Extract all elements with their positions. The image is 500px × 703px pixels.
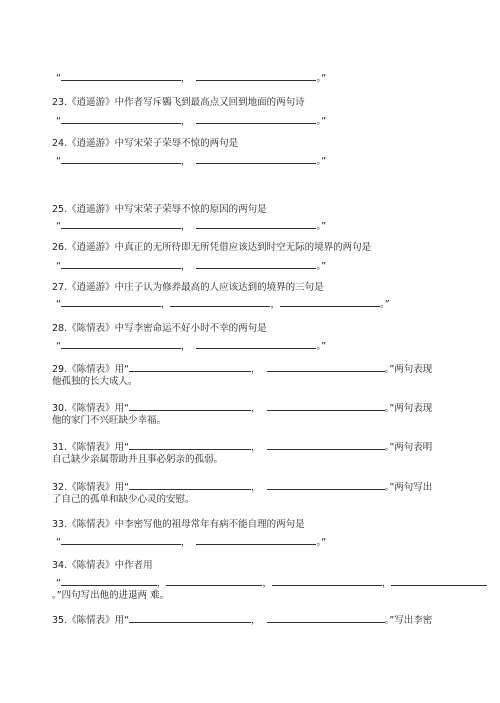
question-30-line2: 他的家门不兴旺缺少幸福。 <box>52 415 167 426</box>
blank-field[interactable] <box>391 576 487 586</box>
blank-field[interactable] <box>129 480 251 490</box>
question-32-line2: 了自己的孤单和缺少心灵的安慰。 <box>52 494 195 505</box>
blank-field[interactable] <box>61 71 181 81</box>
question-31-line2: 自己缺少亲属帮助并且事必躬亲的孤弱。 <box>52 454 224 465</box>
blank-field[interactable] <box>61 576 157 586</box>
question-29: 29.《陈情表》用“ ， 。”两句表现 <box>52 364 433 375</box>
answer-line-24: “ ， 。” <box>56 156 327 167</box>
question-33: 33.《陈情表》中李密写他的祖母常年有病不能自理的两句是 <box>52 519 305 530</box>
question-30: 30.《陈情表》用“ ， 。”两句表现 <box>52 403 433 414</box>
blank-field[interactable] <box>267 362 385 372</box>
blank-field[interactable] <box>129 613 251 623</box>
answer-line-34: “ ， ， ， <box>56 576 487 590</box>
blank-field[interactable] <box>166 576 262 586</box>
question-27: 27.《逍遥游》中庄子认为修养最高的人应该达到的境界的三句是 <box>52 282 324 293</box>
blank-field[interactable] <box>129 440 251 450</box>
blank-field[interactable] <box>267 440 385 450</box>
blank-field[interactable] <box>272 576 382 586</box>
blank-field[interactable] <box>61 114 181 124</box>
blank-field[interactable] <box>196 154 316 164</box>
blank-field[interactable] <box>267 401 385 411</box>
blank-field[interactable] <box>61 259 181 269</box>
answer-line-28: “ ， 。” <box>56 341 327 352</box>
blank-field[interactable] <box>129 362 251 372</box>
answer-line-33: “ ， 。” <box>56 537 327 548</box>
answer-line-25: “ ， 。” <box>56 221 327 232</box>
blank-field[interactable] <box>170 297 270 307</box>
answer-line-27: “ ， ， 。” <box>56 299 390 310</box>
question-24: 24.《逍遥游》中写宋荣子荣辱不惊的两句是 <box>52 138 239 149</box>
answer-line-23: “ ， 。” <box>56 116 327 127</box>
blank-field[interactable] <box>61 535 181 545</box>
blank-field[interactable] <box>196 71 316 81</box>
question-29-line2: 他孤独的长大成人。 <box>52 376 138 387</box>
question-34-line2: 。”四句写出他的进退两 难。 <box>52 590 170 601</box>
question-31: 31.《陈情表》用“ ， 。”两句表明 <box>52 442 433 453</box>
blank-field[interactable] <box>61 297 161 307</box>
question-26: 26.《逍遥游》中真正的无所待即无所凭借应该达到时空无际的境界的两句是 <box>52 242 372 253</box>
blank-field[interactable] <box>61 219 181 229</box>
question-32: 32.《陈情表》用“ ， 。”两句写出 <box>52 482 433 493</box>
blank-field[interactable] <box>61 339 181 349</box>
question-25: 25.《逍遥游》中写宋荣子荣辱不惊的原因的两句是 <box>52 204 267 215</box>
answer-line-26: “ ， 。” <box>56 261 327 272</box>
blank-field[interactable] <box>196 339 316 349</box>
blank-field[interactable] <box>267 480 385 490</box>
blank-field[interactable] <box>61 154 181 164</box>
blank-field[interactable] <box>129 401 251 411</box>
blank-field[interactable] <box>267 613 385 623</box>
answer-line-pre: “ ， 。” <box>56 73 327 84</box>
blank-field[interactable] <box>196 219 316 229</box>
blank-field[interactable] <box>196 259 316 269</box>
question-28: 28.《陈情表》中写李密命运不好小时不幸的两句是 <box>52 323 267 334</box>
question-35: 35.《陈情表》用“ ， 。”写出李密 <box>52 615 433 626</box>
question-23: 23.《逍遥游》中作者写斥鷃飞到最高点又回到地面的两句诗 <box>52 97 305 108</box>
question-34: 34.《陈情表》中作者用 <box>52 560 153 571</box>
blank-field[interactable] <box>280 297 380 307</box>
blank-field[interactable] <box>196 114 316 124</box>
blank-field[interactable] <box>196 535 316 545</box>
